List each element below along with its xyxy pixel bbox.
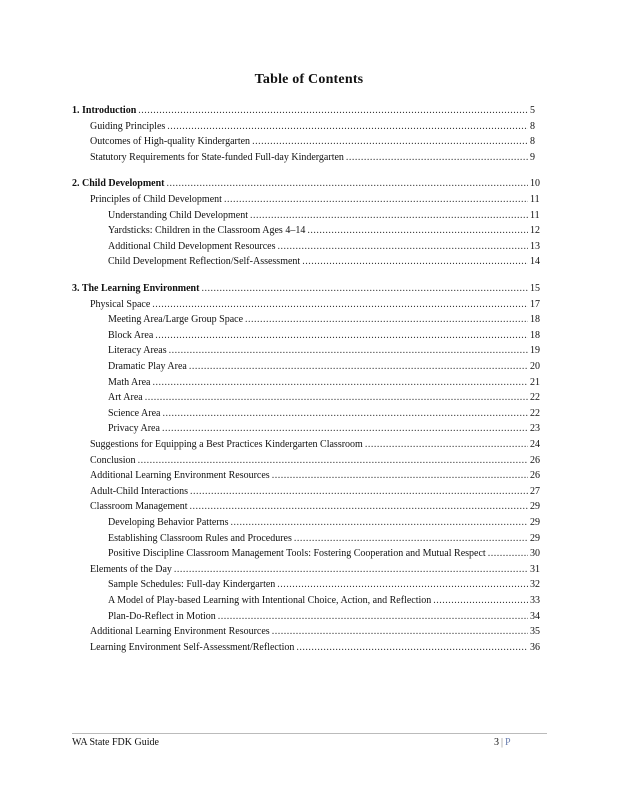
toc-entry[interactable] — [108, 376, 546, 390]
toc-entry-page-number: 22 — [530, 407, 540, 419]
toc-entry-label: Additional Learning Environment Resources — [90, 470, 270, 482]
toc-entry-page-number: 10 — [530, 178, 540, 190]
toc-entry[interactable] — [108, 240, 546, 254]
toc-entry-label: 2. Child Development — [72, 178, 165, 190]
toc-entry-page-number: 36 — [530, 641, 540, 653]
page-title: Table of Contents — [254, 72, 364, 87]
toc-entry-label: Additional Learning Environment Resources — [90, 626, 270, 638]
toc-leader-dots — [302, 255, 528, 269]
toc-entry[interactable] — [90, 625, 546, 639]
toc-entry[interactable] — [108, 578, 546, 592]
toc-entry-page-number: 17 — [530, 298, 540, 310]
toc-entry-label: Dramatic Play Area — [108, 361, 187, 372]
toc-entry-label: Block Area — [108, 329, 154, 341]
toc-entry-label: Math Area — [108, 376, 151, 388]
toc-entry[interactable] — [72, 177, 546, 191]
toc-entry-label: Literacy Areas — [108, 345, 167, 357]
toc-entry-label: Developing Behavior Patterns — [108, 517, 229, 528]
toc-entry-label: Understanding Child Development — [108, 209, 248, 221]
toc-entry[interactable] — [90, 500, 546, 514]
toc-entry-page-number: 14 — [530, 256, 540, 268]
footer-document-name: WA State FDK Guide — [72, 737, 159, 748]
toc-entry[interactable] — [108, 360, 546, 374]
footer-page-number: 3 — [494, 737, 499, 748]
toc-entry-label: Science Area — [108, 407, 161, 419]
toc-entry-label: Positive Discipline Classroom Management Tools: Fostering Cooperation and Mutual Respect — [108, 548, 486, 560]
toc-entry-label: Child Development Reflection/Self-Assessment — [108, 256, 301, 268]
toc-entry[interactable] — [108, 255, 546, 269]
toc-entry-label: Adult-Child Interactions — [90, 485, 189, 497]
toc-leader-dots — [155, 329, 528, 343]
toc-entry-label: Learning Environment Self-Assessment/Reflection — [90, 641, 295, 653]
toc-leader-dots — [346, 151, 528, 165]
toc-entry[interactable] — [108, 594, 546, 608]
toc-entry[interactable] — [90, 469, 546, 483]
toc-leader-dots — [162, 407, 528, 421]
toc-entry-page-number: 24 — [530, 439, 540, 450]
toc-entry-page-number: 34 — [530, 610, 540, 622]
toc-entry-label: A Model of Play-based Learning with Intentional Choice, Action, and Reflection — [108, 595, 432, 606]
toc-leader-dots — [169, 344, 528, 358]
toc-entry[interactable] — [108, 344, 546, 358]
toc-entry-page-number: 31 — [530, 563, 540, 575]
toc-entry-label: Physical Space — [90, 298, 151, 310]
toc-entry-label: Conclusion — [90, 454, 136, 466]
toc-entry-label: Principles of Child Development — [90, 194, 222, 205]
toc-leader-dots — [277, 578, 528, 592]
toc-entry[interactable] — [108, 329, 546, 343]
toc-leader-dots — [245, 313, 528, 327]
toc-leader-dots — [152, 298, 528, 312]
toc-entry[interactable] — [90, 641, 546, 655]
toc-entry-page-number: 35 — [530, 626, 540, 638]
toc-leader-dots — [252, 135, 528, 149]
toc-entry-page-number: 11 — [530, 209, 540, 221]
toc-entry-page-number: 5 — [530, 105, 535, 116]
toc-entry[interactable] — [108, 391, 546, 405]
toc-leader-dots — [145, 391, 528, 405]
toc-entry-label: Suggestions for Equipping a Best Practices Kindergarten Classroom — [90, 439, 363, 450]
toc-leader-dots — [277, 240, 528, 254]
toc-entry[interactable] — [90, 438, 546, 452]
toc-leader-dots — [296, 641, 528, 655]
toc-entry-page-number: 20 — [530, 361, 540, 372]
toc-leader-dots — [162, 422, 528, 436]
toc-leader-dots — [153, 376, 529, 390]
toc-entry-page-number: 30 — [530, 548, 540, 560]
footer-separator: | — [501, 737, 504, 748]
toc-entry-label: Yardsticks: Children in the Classroom Ages 4–14 — [108, 225, 306, 237]
toc-entry[interactable] — [90, 120, 546, 134]
toc-entry[interactable] — [108, 313, 546, 327]
toc-entry-page-number: 12 — [530, 225, 540, 237]
toc-entry-page-number: 29 — [530, 517, 540, 528]
toc-leader-dots — [365, 438, 528, 452]
toc-entry[interactable] — [108, 547, 546, 561]
toc-leader-dots — [189, 500, 528, 514]
toc-entry-page-number: 29 — [530, 532, 540, 544]
toc-entry[interactable] — [90, 454, 546, 468]
toc-leader-dots — [231, 516, 528, 530]
toc-leader-dots — [167, 120, 528, 134]
toc-entry[interactable] — [108, 224, 546, 238]
toc-entry-label: Guiding Principles — [90, 120, 166, 132]
toc-leader-dots — [174, 563, 528, 577]
toc-entry-page-number: 18 — [530, 314, 540, 326]
toc-entry-page-number: 19 — [530, 345, 540, 357]
toc-entry-page-number: 21 — [530, 376, 540, 388]
toc-entry-label: Additional Child Development Resources — [108, 240, 276, 252]
toc-entry-page-number: 23 — [530, 423, 540, 435]
footer-page-label: P — [505, 737, 511, 748]
toc-entry-label: Elements of the Day — [90, 563, 172, 575]
toc-entry-label: Privacy Area — [108, 423, 160, 435]
toc-entry-label: Statutory Requirements for State-funded Full-day Kindergarten — [90, 151, 344, 163]
toc-entry-page-number: 9 — [530, 151, 535, 163]
toc-leader-dots — [189, 360, 528, 374]
toc-entry-page-number: 22 — [530, 392, 540, 404]
toc-entry-page-number: 8 — [530, 120, 535, 132]
toc-entry-label: 3. The Learning Environment — [72, 283, 200, 294]
toc-leader-dots — [272, 469, 528, 483]
toc-entry-label: Art Area — [108, 392, 143, 404]
toc-entry-page-number: 32 — [530, 579, 540, 591]
toc-entry-label: Outcomes of High-quality Kindergarten — [90, 136, 251, 148]
toc-leader-dots — [138, 454, 528, 468]
toc-entry-page-number: 26 — [530, 454, 540, 466]
toc-entry-label: 1. Introduction — [72, 105, 137, 116]
toc-leader-dots — [190, 485, 528, 499]
toc-entry-label: Establishing Classroom Rules and Procedures — [108, 532, 292, 544]
toc-entry[interactable] — [108, 422, 546, 436]
toc-entry[interactable] — [90, 151, 546, 165]
toc-entry-page-number: 18 — [530, 329, 540, 341]
footer-page-indicator — [494, 737, 511, 748]
toc-entry-page-number: 26 — [530, 470, 540, 482]
toc-entry-label: Classroom Management — [90, 501, 188, 513]
toc-leader-dots — [307, 224, 528, 238]
toc-leader-dots — [218, 610, 528, 624]
toc-entry-page-number: 33 — [530, 595, 540, 606]
toc-entry[interactable] — [108, 407, 546, 421]
toc-entry[interactable] — [108, 209, 546, 223]
footer-divider — [72, 733, 547, 734]
toc-entry[interactable] — [108, 610, 546, 624]
toc-entry[interactable] — [90, 135, 546, 149]
toc-entry[interactable] — [90, 193, 546, 207]
toc-leader-dots — [250, 209, 528, 223]
toc-entry-label: Plan-Do-Reflect in Motion — [108, 610, 216, 622]
toc-leader-dots — [488, 547, 528, 561]
toc-leader-dots — [224, 193, 528, 207]
toc-entry-page-number: 11 — [530, 194, 540, 205]
toc-entry[interactable] — [108, 516, 546, 530]
toc-leader-dots — [201, 282, 528, 296]
toc-entry[interactable] — [72, 104, 546, 118]
toc-entry[interactable] — [90, 298, 546, 312]
toc-entry-label: Meeting Area/Large Group Space — [108, 314, 244, 326]
toc-leader-dots — [167, 177, 529, 191]
toc-entry[interactable] — [72, 282, 546, 296]
toc-entry-page-number: 13 — [530, 240, 540, 252]
toc-entry-page-number: 27 — [530, 485, 540, 497]
toc-leader-dots — [138, 104, 528, 118]
toc-leader-dots — [294, 532, 528, 546]
toc-entry[interactable] — [90, 485, 546, 499]
toc-entry[interactable] — [90, 563, 546, 577]
toc-leader-dots — [433, 594, 528, 608]
toc-entry-label: Sample Schedules: Full-day Kindergarten — [108, 579, 276, 591]
toc-entry-page-number: 29 — [530, 501, 540, 513]
toc-entry-page-number: 8 — [530, 136, 535, 148]
toc-leader-dots — [272, 625, 528, 639]
toc-entry[interactable] — [108, 532, 546, 546]
toc-entry-page-number: 15 — [530, 283, 540, 294]
